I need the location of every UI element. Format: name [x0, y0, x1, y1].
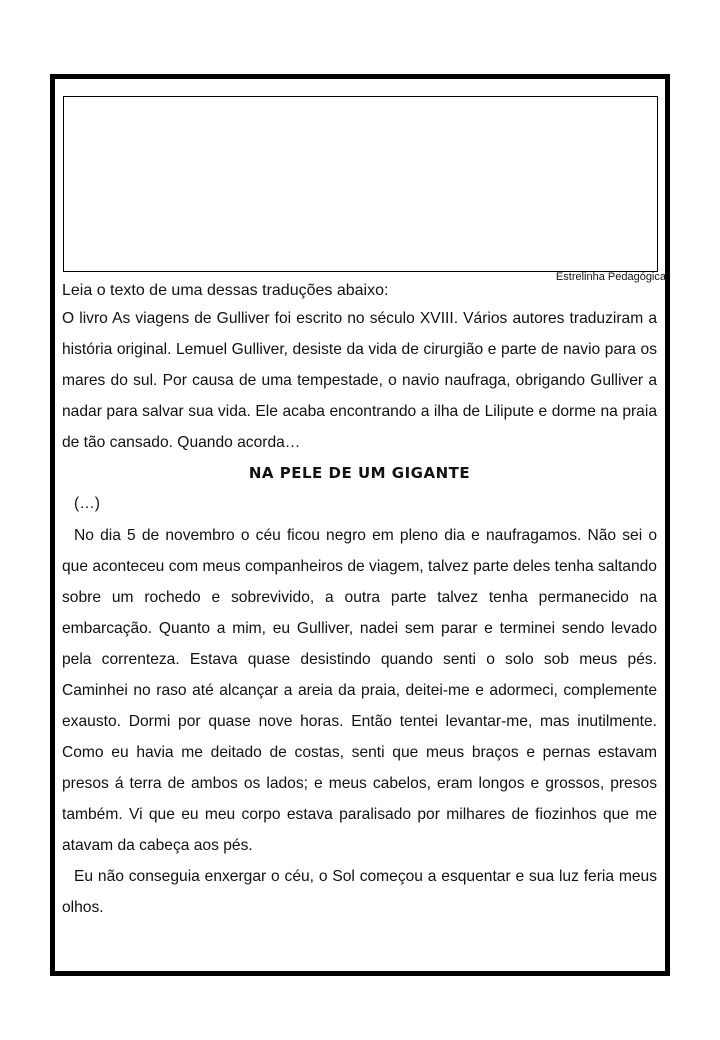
story-ellipsis: (…) [74, 495, 100, 512]
summary-text-block [62, 303, 657, 458]
image-placeholder-box [63, 96, 658, 272]
story-paragraph-1: No dia 5 de novembro o céu ficou negro em pleno dia e naufragamos. Não sei o que aconteceu com meus companheiros de viagem, talvez parte deles tenha saltando sobre um rochedo e sobrevivido, a outra parte talvez tenha permanecido na embarcação. Quanto a mim, eu Gulliver, nadei sem parar e terminei sendo levado pela correnteza. Estava quase desistindo quando senti o solo sob meus pés. Caminhei no raso até alcançar a areia da praia, deitei-me e adormeci, complemente exausto. Dormi por quase nove horas. Então tentei levantar-me, mas inutilmente. Como eu havia me deitado de costas, senti que meus braços e pernas estavam presos á terra de ambos os lados; e meus cabelos, eram longos e grossos, presos também. Vi que eu meu corpo estava paralisado por milhares de fiozinhos que me atavam da cabeça aos pés. [62, 527, 657, 854]
story-title: NA PELE DE UM GIGANTE [248, 464, 471, 482]
summary-paragraph: O livro As viagens de Gulliver foi escrito no século XVIII. Vários autores traduziram a história original. Lemuel Gulliver, desiste da vida de cirurgião e parte de navio para os mares do sul. Por causa de uma tempestade, o navio naufraga, obrigando Gulliver a nadar para salvar sua vida. Ele acaba encontrando a ilha de Lilipute e dorme na praia de tão cansado. Quando acorda… [62, 310, 657, 451]
image-credit: Estrelinha Pedagógica [555, 271, 666, 283]
story-paragraph-2: Eu não conseguia enxergar o céu, o Sol começou a esquentar e sua luz feria meus olhos. [62, 868, 657, 916]
story-text-block [62, 520, 657, 923]
intro-instruction: Leia o texto de uma dessas traduções abaixo: [62, 282, 389, 299]
